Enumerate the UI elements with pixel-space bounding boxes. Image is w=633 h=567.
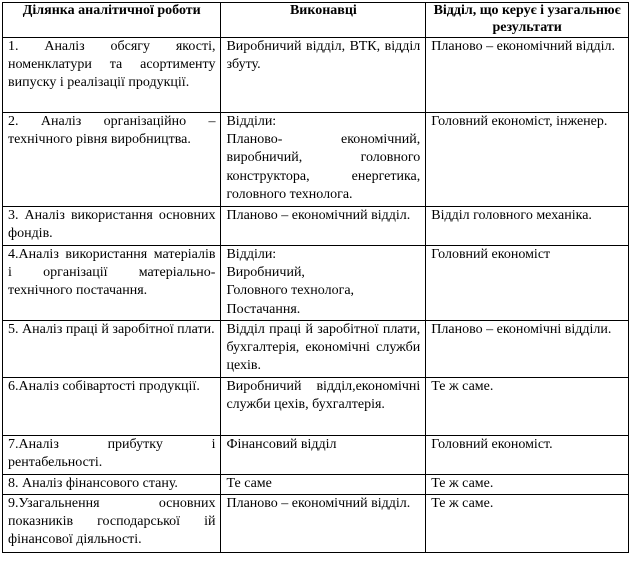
cell-area: 2. Аналіз організаційно – технічного рівня виробництва. (3, 113, 221, 207)
cell-manager: Те ж саме. (426, 475, 629, 495)
header-manager: Відділ, що керує і узагальнює результати (426, 3, 629, 38)
cell-area: 6.Аналіз собівартості продукції. (3, 378, 221, 436)
cell-executors: Те саме (221, 475, 426, 495)
cell-area: 4.Аналіз використання матеріалів і організації матеріально- технічного постачання. (3, 246, 221, 321)
cell-manager: Головний економіст (426, 246, 629, 321)
responsibility-table (2, 2, 629, 553)
cell-area: 8. Аналіз фінансового стану. (3, 475, 221, 495)
table-row (3, 321, 629, 378)
cell-manager: Те ж саме. (426, 495, 629, 553)
cell-area: 1. Аналіз обсягу якості, номенклатури та асортименту випуску і реалізації продукції. (3, 38, 221, 113)
cell-area: 7.Аналіз прибутку і рентабельності. (3, 436, 221, 475)
cell-executors: Відділи: Планово- економічний, виробничий, головного конструктора, енергетика, головного технолога. (221, 113, 426, 207)
cell-manager: Головний економіст. (426, 436, 629, 475)
cell-manager: Відділ головного механіка. (426, 207, 629, 246)
cell-executors: Планово – економічний відділ. (221, 207, 426, 246)
header-executors: Виконавці (221, 3, 426, 38)
cell-manager: Планово – економічні відділи. (426, 321, 629, 378)
cell-executors: Відділи: Виробничий, Головного технолога, Постачання. (221, 246, 426, 321)
table-row (3, 436, 629, 475)
table-row (3, 475, 629, 495)
cell-executors: Фінансовий відділ (221, 436, 426, 475)
header-area: Ділянка аналітичної роботи (3, 3, 221, 38)
cell-executors: Виробничий відділ, ВТК, відділ збуту. (221, 38, 426, 113)
table-row (3, 207, 629, 246)
cell-area: 9.Узагальнення основних показників господарської ій фінансової діяльності. (3, 495, 221, 553)
table-row (3, 495, 629, 553)
cell-executors: Планово – економічний відділ. (221, 495, 426, 553)
cell-executors: Виробничий відділ,економічні служби цехів, бухгалтерія. (221, 378, 426, 436)
table-row (3, 378, 629, 436)
cell-executors: Відділ праці й заробітної плати, бухгалтерія, економічні служби цехів. (221, 321, 426, 378)
cell-manager: Головний економіст, інженер. (426, 113, 629, 207)
cell-manager: Планово – економічний відділ. (426, 38, 629, 113)
table-row (3, 246, 629, 321)
header-row (3, 3, 629, 38)
cell-area: 5. Аналіз праці й заробітної плати. (3, 321, 221, 378)
table-row (3, 38, 629, 113)
cell-manager: Те ж саме. (426, 378, 629, 436)
cell-area: 3. Аналіз використання основних фондів. (3, 207, 221, 246)
table-row (3, 113, 629, 207)
